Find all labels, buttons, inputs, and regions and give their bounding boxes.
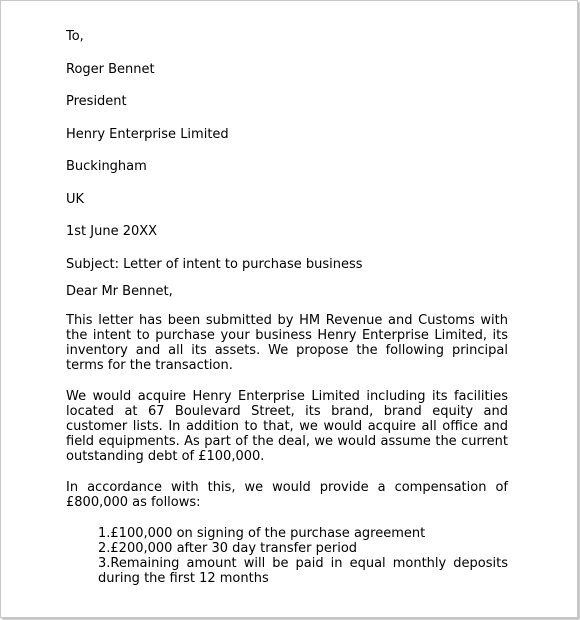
payment-terms-list [98,526,508,586]
letter-date: 1st June 20XX [66,224,158,239]
recipient-address [66,29,508,207]
recipient-country: UK [66,191,85,207]
recipient-city: Buckingham [66,159,147,174]
salutation-to: To, [66,29,84,44]
list-item: 1.£100,000 on signing of the purchase agreement [98,525,426,541]
recipient-company: Henry Enterprise Limited [66,126,229,142]
paragraph-intent: This letter has been submitted by HM Revenue and Customs with the intent to purchase your business Henry Enterprise Limited, its inventory and all its assets. We propose the following principal terms for the transaction. [66,312,508,373]
list-item: 3.Remaining amount will be paid in equal monthly deposits during the first 12 months [98,555,508,586]
paragraph-acquisition: We would acquire Henry Enterprise Limited including its facilities located at 67 Boulevard Street, its brand, brand equity and customer lists. In addition to that, we would acquire all office and field equipments. As part of the deal, we would assume the current outstanding debt of £100,000. [66,388,508,464]
letter-subject: Subject: Letter of intent to purchase business [66,256,363,272]
list-item: 2.£200,000 after 30 day transfer period [98,540,358,556]
recipient-title: President [66,94,127,109]
recipient-name: Roger Bennet [66,61,155,77]
letter-greeting: Dear Mr Bennet, [66,283,173,299]
letter-body [66,29,508,586]
paragraph-compensation: In accordance with this, we would provide a compensation of £800,000 as follows: [66,479,508,510]
